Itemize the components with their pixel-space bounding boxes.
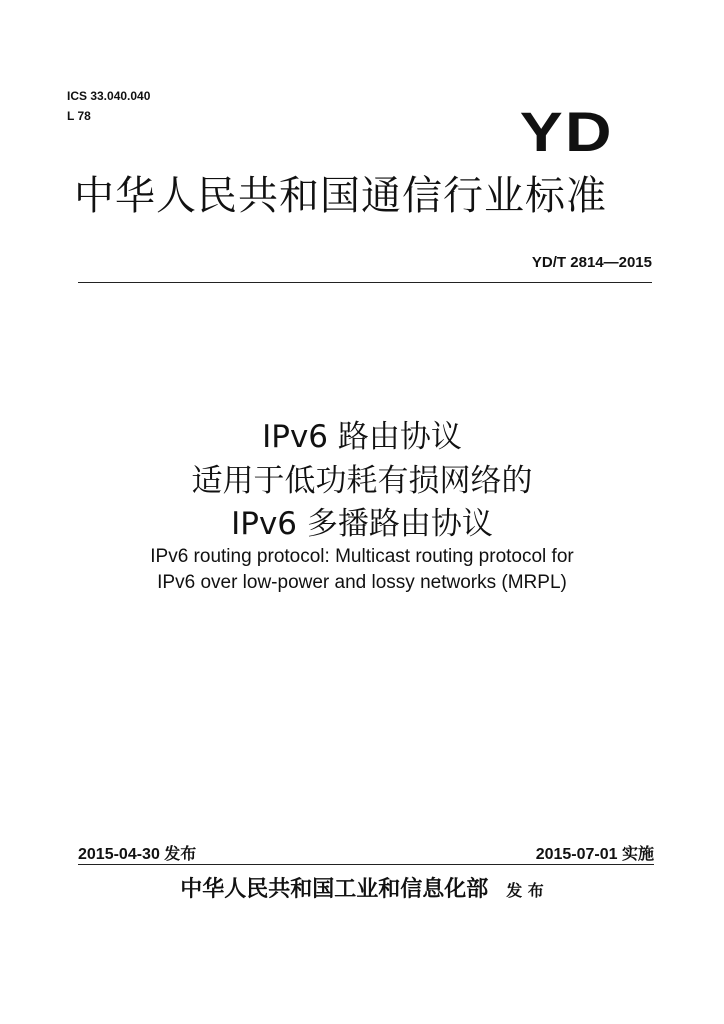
release-date: 2015-04-30 发布: [78, 846, 197, 863]
ccs-code: L 78: [67, 109, 91, 123]
english-title: [0, 544, 724, 596]
implementation-date: 2015-07-01 实施: [535, 846, 654, 863]
top-divider: [78, 282, 652, 283]
ics-code: ICS 33.040.040: [67, 89, 151, 103]
publisher-name: 中华人民共和国工业和信息化部: [180, 876, 489, 902]
title-line-1: IPv6 路由协议: [262, 419, 462, 455]
standard-title: 中华人民共和国通信行业标准: [74, 173, 607, 219]
title-line-2: 适用于低功耗有损网络的: [191, 463, 533, 499]
publisher: [0, 874, 724, 906]
standard-number: YD/T 2814—2015: [531, 254, 652, 271]
title-line-3: IPv6 多播路由协议: [231, 506, 493, 542]
publisher-action: 发 布: [506, 881, 544, 900]
yd-logo: YD: [519, 100, 614, 163]
english-title-line-1: IPv6 routing protocol: Multicast routing protocol for: [150, 546, 574, 567]
english-title-line-2: IPv6 over low-power and lossy networks (MRPL): [157, 572, 567, 593]
classification-codes: [67, 86, 150, 126]
bottom-divider: [78, 864, 654, 865]
